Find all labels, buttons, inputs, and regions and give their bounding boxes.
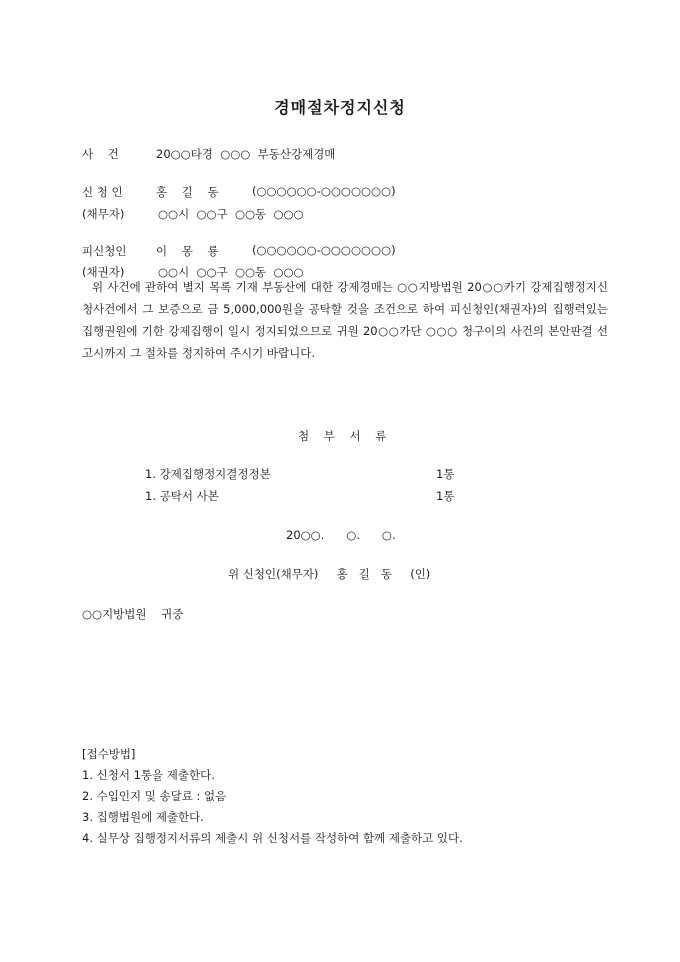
applicant-role: (채무자) — [82, 207, 125, 221]
signature-line: 위 신청인(채무자) 홍 길 동 (인) — [228, 567, 431, 581]
attachment-count-1: 1통 — [436, 467, 455, 481]
body-paragraph: 위 사건에 관하여 별지 목록 기재 부동산에 대한 강제경매는 ○○지방법원 20○○카기 강제집행정지신청사건에서 그 보증으로 금 5,000,000원을 공탁할 것을 조건으로 하여 피신청인(채권자)의 집행력있는 집행권원에 기한 강제집행이 일시 정지되었으므로 귀원 20○○가단 ○○○ 청구이의 사건의 본안판결 선고시까지 그 절차를 정지하여 주시기 바랍니다. — [82, 280, 608, 360]
addressee: ○○지방법원 귀중 — [82, 607, 184, 621]
applicant-id: (○○○○○○-○○○○○○○) — [252, 184, 396, 198]
respondent-address: ○○시 ○○구 ○○동 ○○○ — [158, 265, 304, 279]
submission-heading: [접수방법] — [82, 747, 136, 761]
respondent-name: 이 몽 룡 — [156, 244, 219, 258]
case-value: 20○○타경 ○○○ 부동산강제경매 — [156, 147, 336, 161]
respondent-id: (○○○○○○-○○○○○○○) — [252, 243, 396, 257]
submission-item-1: 1. 신청서 1통을 제출한다. — [82, 768, 215, 782]
attachments-heading: 첨 부 서 류 — [298, 429, 387, 443]
attachment-count-2: 1통 — [436, 489, 455, 503]
applicant-address: ○○시 ○○구 ○○동 ○○○ — [158, 207, 304, 221]
applicant-label: 신 청 인 — [82, 185, 123, 199]
submission-item-2: 2. 수입인지 및 송달료 : 없음 — [82, 789, 227, 803]
applicant-name: 홍 길 동 — [156, 185, 219, 199]
attachment-item-2: 1. 공탁서 사본 — [145, 489, 219, 503]
filing-date: 20○○. ○. ○. — [286, 528, 396, 542]
attachment-item-1: 1. 강제집행정지결정정본 — [145, 467, 271, 481]
document-title: 경매절차정지신청 — [274, 98, 406, 117]
submission-item-3: 3. 집행법원에 제출한다. — [82, 810, 204, 824]
respondent-role: (채권자) — [82, 265, 125, 279]
submission-item-4: 4. 실무상 집행정지서류의 제출시 위 신청서를 작성하여 함께 제출하고 있다. — [82, 831, 463, 845]
case-label: 사 건 — [82, 147, 119, 161]
respondent-label: 피신청인 — [82, 244, 127, 258]
